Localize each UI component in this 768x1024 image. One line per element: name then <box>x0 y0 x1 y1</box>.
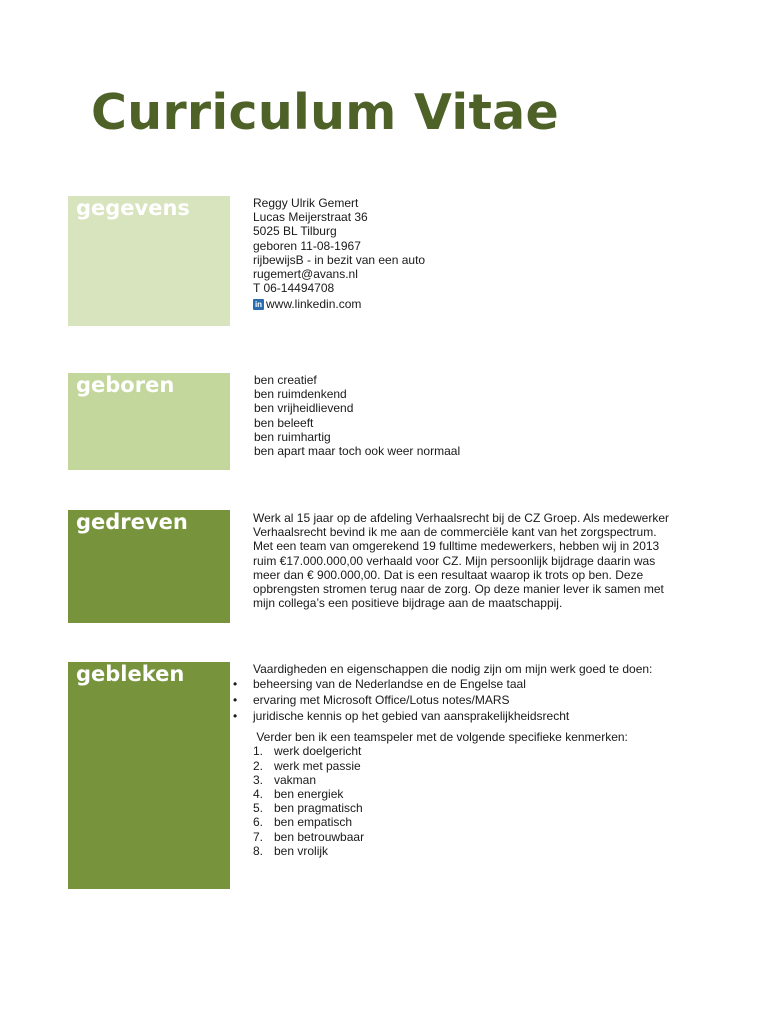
linkedin-icon: in <box>254 300 263 310</box>
section-content-gedreven <box>253 511 669 610</box>
bullet-icon: • <box>233 709 238 724</box>
trait-item: ben ruimhartig <box>254 429 331 444</box>
contact-email[interactable]: rugemert@avans.nl <box>253 267 358 282</box>
contact-license: rijbewijsB - in bezit van een auto <box>253 252 426 267</box>
contact-street: Lucas Meijerstraat 36 <box>253 210 368 225</box>
list-item: 4. ben energiek <box>253 787 344 802</box>
trait-item: ben creatief <box>254 373 317 387</box>
list-item: • juridische kennis op het gebied van aansprakelijkheidsrecht <box>233 709 570 724</box>
list-item: 6. ben empatisch <box>253 815 353 830</box>
paragraph-line: Met een team van omgerekend 19 fulltime medewerkers, hebben wij in 2013 <box>253 539 660 554</box>
bullet-icon: • <box>233 693 238 708</box>
paragraph-line: Werk al 15 jaar op de afdeling Verhaalsrecht bij de CZ Groep. Als medewerker <box>253 511 669 525</box>
list-item: 2. werk met passie <box>253 758 361 773</box>
paragraph-line: Verhaalsrecht bevind ik me aan de commerciële kant van het zorgspectrum. <box>253 525 657 540</box>
paragraph-line: opbrengsten stromen terug naar de zorg. Op deze manier lever ik samen met <box>253 582 664 597</box>
section-label-block-gebleken <box>68 662 230 889</box>
traits-list <box>253 744 652 858</box>
section-content-gebleken <box>233 662 653 858</box>
list-item: • ervaring met Microsoft Office/Lotus notes/MARS <box>233 693 510 708</box>
trait-item: ben ruimdenkend <box>254 387 347 402</box>
section-content-geboren <box>254 373 460 458</box>
contact-phone: T 06-14494708 <box>253 281 335 296</box>
list-item: 1. werk doelgericht <box>253 744 362 759</box>
linkedin-row[interactable] <box>253 297 425 311</box>
paragraph-line: meer dan € 900.000,00. Dat is een resultaat waarop ik trots op ben. Deze <box>253 567 644 582</box>
section-label-geboren: geboren <box>76 373 175 397</box>
section-label-gebleken: gebleken <box>76 662 185 686</box>
skills-list <box>233 676 652 724</box>
contact-birthdate: geboren 11-08-1967 <box>253 238 361 253</box>
cv-title: Curriculum Vitae <box>91 84 560 141</box>
bullet-icon: • <box>233 677 238 692</box>
section-label-block-gedreven <box>68 510 230 623</box>
list-item: 5. ben pragmatisch <box>253 801 363 816</box>
section-content-gegevens <box>253 196 425 312</box>
section-label-gedreven: gedreven <box>76 510 188 534</box>
skills-intro: Vaardigheden en eigenschappen die nodig zijn om mijn werk goed te doen: <box>253 662 653 676</box>
trait-item: ben vrijheidlievend <box>254 401 354 416</box>
trait-item: ben apart maar toch ook weer normaal <box>254 444 461 459</box>
list-item: 8. ben vrolijk <box>253 843 329 858</box>
list-item: • beheersing van de Nederlandse en de Engelse taal <box>233 677 526 692</box>
list-item: 3. vakman <box>253 772 317 787</box>
traits-intro: Verder ben ik een teamspeler met de volgende specifieke kenmerken: <box>253 730 628 745</box>
list-item: 7. ben betrouwbaar <box>253 829 365 844</box>
section-label-gegevens: gegevens <box>76 196 190 220</box>
contact-city: 5025 BL Tilburg <box>253 224 337 239</box>
section-label-block-geboren <box>68 373 230 470</box>
paragraph-line: mijn collega’s een positieve bijdrage aan de maatschappij. <box>253 596 563 611</box>
contact-name: Reggy Ulrik Gemert <box>253 196 359 210</box>
trait-item: ben beleeft <box>254 415 314 430</box>
section-label-block-gegevens <box>68 196 230 326</box>
linkedin-link[interactable]: www.linkedin.com <box>266 297 362 312</box>
paragraph-line: ruim €17.000.000,00 verhaald voor CZ. Mijn persoonlijk bijdrage daarin was <box>253 553 656 568</box>
